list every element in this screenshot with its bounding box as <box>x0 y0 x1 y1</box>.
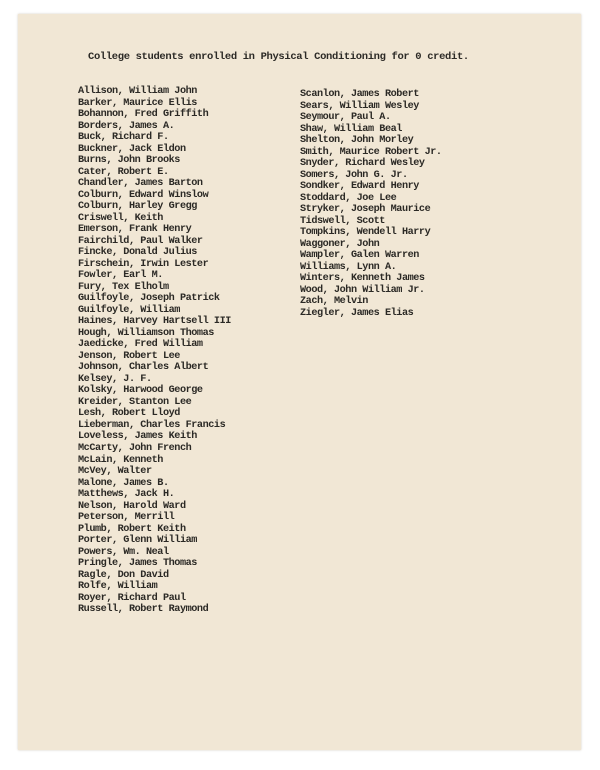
student-name: Johnson, Charles Albert <box>78 362 209 374</box>
student-name: Rolfe, William <box>78 581 158 593</box>
student-name: McCarty, John French <box>78 442 192 454</box>
student-name: Firschein, Irwin Lester <box>78 258 209 270</box>
student-name: Snyder, Richard Wesley <box>300 158 425 170</box>
student-name: Williams, Lynn A. <box>300 261 397 273</box>
student-name: Smith, Maurice Robert Jr. <box>300 146 442 158</box>
student-name: Emerson, Frank Henry <box>78 224 192 236</box>
student-name: Seymour, Paul A. <box>300 112 391 124</box>
student-name: Lesh, Robert Lloyd <box>78 408 180 420</box>
student-name: Guilfoyle, William <box>78 304 180 316</box>
student-name: Burns, John Brooks <box>78 155 180 167</box>
student-name: Fowler, Earl M. <box>78 270 163 282</box>
student-name: Somers, John G. Jr. <box>300 169 408 181</box>
student-list-right-column <box>300 89 442 319</box>
student-name: Lieberman, Charles Francis <box>78 419 226 431</box>
student-name: Shaw, William Beal <box>300 123 402 135</box>
student-name: Buck, Richard F. <box>78 132 169 144</box>
student-name: Criswell, Keith <box>78 212 163 224</box>
student-name: Zach, Melvin <box>300 296 368 308</box>
student-name: Waggoner, John <box>300 238 380 250</box>
student-name: Fincke, Donald Julius <box>78 247 197 259</box>
document-title: College students enrolled in Physical Conditioning for 0 credit. <box>88 51 469 63</box>
student-name: Sondker, Edward Henry <box>300 181 419 193</box>
student-name: Allison, William John <box>78 86 197 97</box>
student-name: Bohannon, Fred Griffith <box>78 109 209 121</box>
student-name: Tidswell, Scott <box>300 215 385 227</box>
student-name: Kelsey, J. F. <box>78 373 152 385</box>
student-name: Jaedicke, Fred William <box>78 339 203 351</box>
student-name: Stryker, Joseph Maurice <box>300 204 431 216</box>
student-name: Malone, James B. <box>78 477 169 489</box>
student-name: Ziegler, James Elias <box>300 307 414 319</box>
student-name: Sears, William Wesley <box>300 100 419 112</box>
student-name: Tompkins, Wendell Harry <box>300 227 431 239</box>
student-name: Peterson, Merrill <box>78 512 175 524</box>
student-name: Cater, Robert E. <box>78 166 169 178</box>
student-name: Hough, Williamson Thomas <box>78 327 214 339</box>
student-name: Chandler, James Barton <box>78 178 203 190</box>
student-name: Stoddard, Joe Lee <box>300 192 397 204</box>
student-name: Borders, James A. <box>78 120 175 132</box>
student-name: Guilfoyle, Joseph Patrick <box>78 293 220 305</box>
student-name: Barker, Maurice Ellis <box>78 97 197 109</box>
student-name: Nelson, Harold Ward <box>78 500 186 512</box>
student-name: McLain, Kenneth <box>78 454 163 466</box>
student-name: McVey, Walter <box>78 466 152 478</box>
student-name: Pringle, James Thomas <box>78 558 197 570</box>
student-name: Colburn, Harley Gregg <box>78 201 197 213</box>
student-name: Porter, Glenn William <box>78 535 197 547</box>
student-name: Wampler, Galen Warren <box>300 250 419 262</box>
student-name: Plumb, Robert Keith <box>78 523 186 535</box>
student-name: Russell, Robert Raymond <box>78 604 209 616</box>
student-name: Colburn, Edward Winslow <box>78 189 209 201</box>
student-name: Haines, Harvey Hartsell III <box>78 316 231 328</box>
student-name: Loveless, James Keith <box>78 431 197 443</box>
student-name: Fury, Tex Elholm <box>78 281 169 293</box>
student-name: Scanlon, James Robert <box>300 89 419 100</box>
student-name: Shelton, John Morley <box>300 135 414 147</box>
student-name: Royer, Richard Paul <box>78 592 186 604</box>
student-name: Matthews, Jack H. <box>78 489 175 501</box>
student-name: Winters, Kenneth James <box>300 273 425 285</box>
student-name: Powers, Wm. Neal <box>78 546 169 558</box>
student-name: Kolsky, Harwood George <box>78 385 203 397</box>
student-name: Buckner, Jack Eldon <box>78 143 186 155</box>
student-name: Ragle, Don David <box>78 569 169 581</box>
student-name: Kreider, Stanton Lee <box>78 396 192 408</box>
student-list-left-column <box>78 86 231 616</box>
student-name: Wood, John William Jr. <box>300 284 425 296</box>
student-name: Fairchild, Paul Walker <box>78 235 203 247</box>
student-name: Jenson, Robert Lee <box>78 350 180 362</box>
